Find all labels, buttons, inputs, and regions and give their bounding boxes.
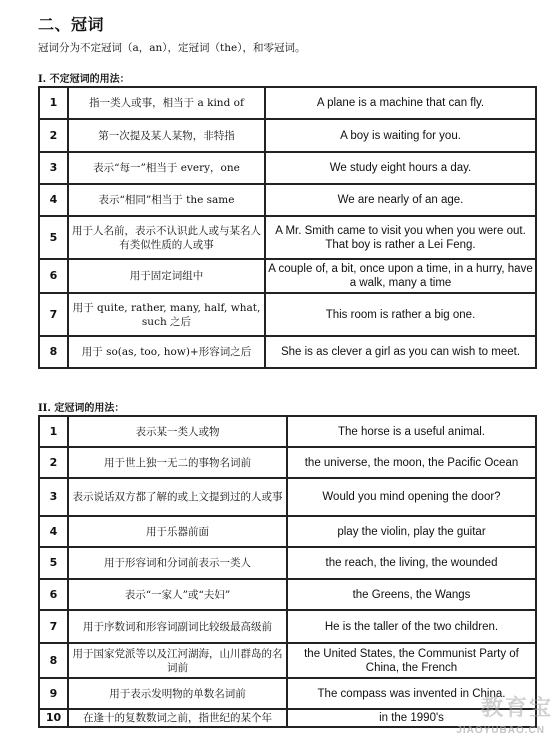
row-number: 9 <box>39 678 68 709</box>
table-row <box>39 119 536 152</box>
row-number: 7 <box>39 610 68 643</box>
row-number: 1 <box>39 87 68 119</box>
row-number: 2 <box>39 119 68 152</box>
table-row <box>39 216 536 259</box>
table-row <box>39 610 536 643</box>
usage-cell: 用于表示发明物的单数名词前 <box>68 678 287 709</box>
section-title-definite: II. 定冠词的用法： <box>38 403 125 414</box>
usage-cell: 用于国家党派等以及江河湖海，山川群岛的名词前 <box>68 643 287 678</box>
watermark-url: JIAOYUBAO.CN <box>456 725 545 736</box>
row-number: 3 <box>39 478 68 516</box>
row-number: 4 <box>39 184 68 216</box>
watermark-logo: 教育宝 <box>480 696 553 721</box>
table-row <box>39 516 536 547</box>
row-number: 5 <box>39 216 68 259</box>
row-number: 3 <box>39 152 68 184</box>
usage-cell: 表示“一家人”或“夫妇” <box>68 579 287 610</box>
usage-cell: 用于乐器前面 <box>68 516 287 547</box>
example-cell: He is the taller of the two children. <box>287 610 536 643</box>
example-cell: The horse is a useful animal. <box>287 416 536 447</box>
example-cell: A Mr. Smith came to visit you when you were out. That boy is rather a Lei Feng. <box>265 216 536 259</box>
table-row <box>39 259 536 293</box>
table-row <box>39 293 536 336</box>
page-title: 二、冠词 <box>38 15 105 34</box>
example-cell: A boy is waiting for you. <box>265 119 536 152</box>
usage-cell: 用于 so(as, too, how)+形容词之后 <box>68 336 265 368</box>
usage-cell: 指一类人或事，相当于 a kind of <box>68 87 265 119</box>
usage-cell: 第一次提及某人某物，非特指 <box>68 119 265 152</box>
table-row <box>39 184 536 216</box>
example-cell: This room is rather a big one. <box>265 293 536 336</box>
example-cell: A plane is a machine that can fly. <box>265 87 536 119</box>
usage-cell: 用于固定词组中 <box>68 259 265 293</box>
intro-text: 冠词分为不定冠词（a，an），定冠词（the），和零冠词。 <box>38 42 306 54</box>
row-number: 6 <box>39 259 68 293</box>
section-title-indefinite: I. 不定冠词的用法： <box>38 74 130 85</box>
example-cell: Would you mind opening the door? <box>287 478 536 516</box>
usage-cell: 表示“每一”相当于 every，one <box>68 152 265 184</box>
row-number: 7 <box>39 293 68 336</box>
example-cell: the reach, the living, the wounded <box>287 547 536 579</box>
example-cell: play the violin, play the guitar <box>287 516 536 547</box>
example-cell: We are nearly of an age. <box>265 184 536 216</box>
example-cell: She is as clever a girl as you can wish to meet. <box>265 336 536 368</box>
table-row <box>39 152 536 184</box>
table-row <box>39 579 536 610</box>
table-row <box>39 547 536 579</box>
row-number: 1 <box>39 416 68 447</box>
usage-cell: 表示某一类人或物 <box>68 416 287 447</box>
table-row <box>39 643 536 678</box>
usage-cell: 用于世上独一无二的事物名词前 <box>68 447 287 478</box>
row-number: 2 <box>39 447 68 478</box>
usage-cell: 用于序数词和形容词副词比较级最高级前 <box>68 610 287 643</box>
example-cell: in the 1990's <box>287 709 536 727</box>
definite-article-table <box>38 415 537 728</box>
usage-cell: 用于 quite, rather, many, half, what, such 之后 <box>68 293 265 336</box>
indefinite-article-table <box>38 86 537 369</box>
example-cell: The compass was invented in China. <box>287 678 536 709</box>
usage-cell: 在逢十的复数数词之前，指世纪的某个年 <box>68 709 287 727</box>
usage-cell: 表示“相同”相当于 the same <box>68 184 265 216</box>
usage-cell: 用于形容词和分词前表示一类人 <box>68 547 287 579</box>
table-row <box>39 447 536 478</box>
table-row <box>39 478 536 516</box>
row-number: 6 <box>39 579 68 610</box>
row-number: 8 <box>39 643 68 678</box>
table-row <box>39 678 536 709</box>
table-row <box>39 336 536 368</box>
usage-cell: 表示说话双方都了解的或上文提到过的人或事 <box>68 478 287 516</box>
table-row <box>39 87 536 119</box>
example-cell: the United States, the Communist Party of China, the French <box>287 643 536 678</box>
example-cell: the Greens, the Wangs <box>287 579 536 610</box>
table-row <box>39 416 536 447</box>
row-number: 5 <box>39 547 68 579</box>
row-number: 4 <box>39 516 68 547</box>
row-number: 8 <box>39 336 68 368</box>
example-cell: We study eight hours a day. <box>265 152 536 184</box>
example-cell: A couple of, a bit, once upon a time, in a hurry, have a walk, many a time <box>265 259 536 293</box>
example-cell: the universe, the moon, the Pacific Ocean <box>287 447 536 478</box>
row-number: 10 <box>39 709 68 727</box>
usage-cell: 用于人名前，表示不认识此人或与某名人有类似性质的人或事 <box>68 216 265 259</box>
